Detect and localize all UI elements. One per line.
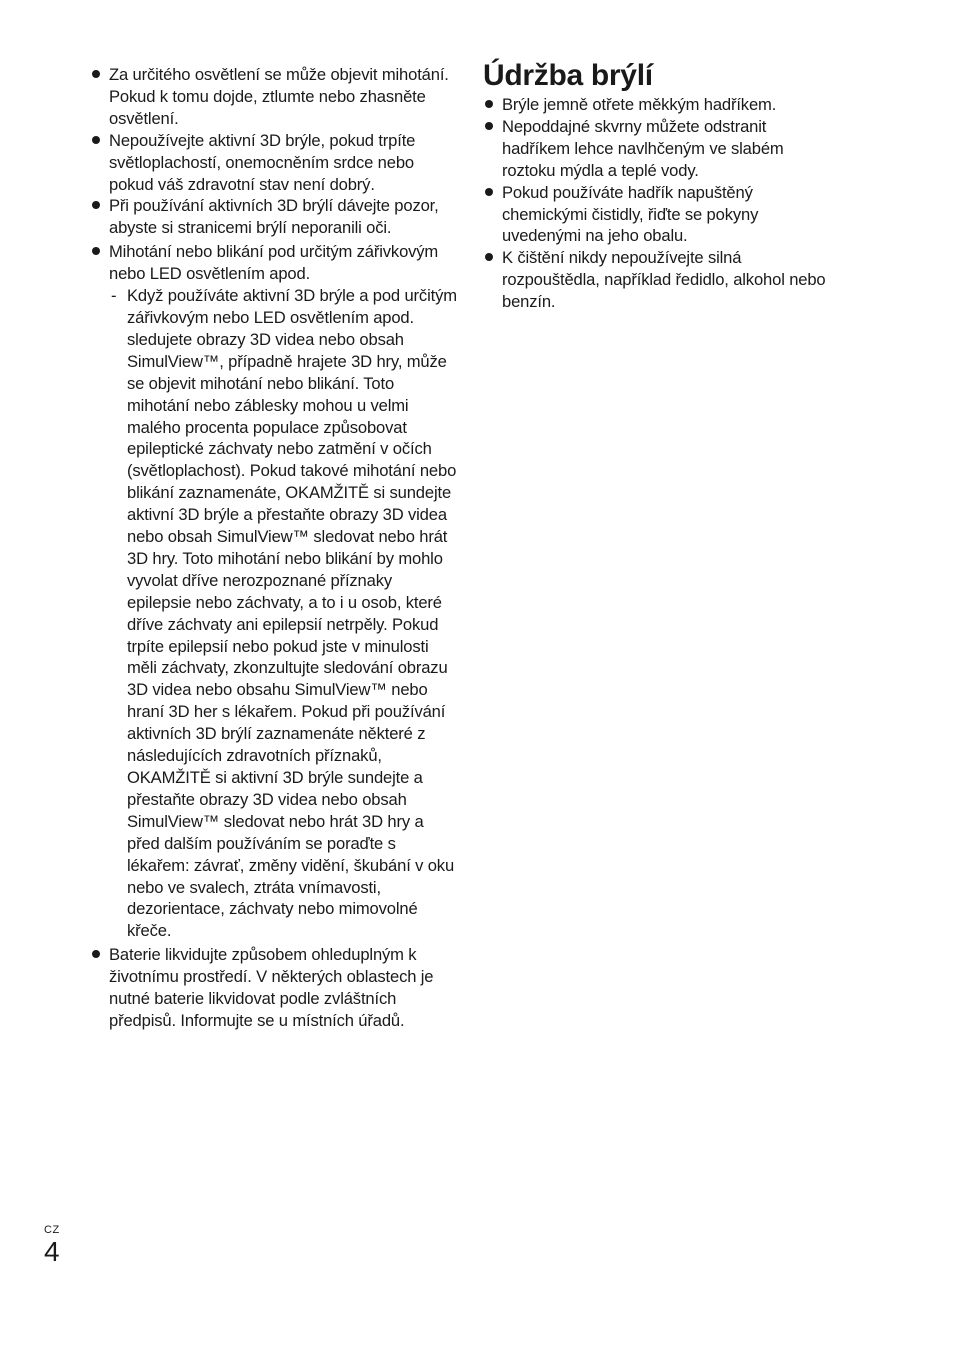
list-item-text: Nepoužívejte aktivní 3D brýle, pokud trpíte světloplachostí, onemocněním srdce nebo pokud váš zdravotní stav není dobrý. — [109, 130, 416, 194]
list-item — [483, 116, 828, 182]
list-item-text: Nepoddajné skvrny můžete odstranit hadříkem lehce navlhčeným ve slabém roztoku mýdla a teplé vody. — [502, 116, 784, 180]
care-bullet-list — [483, 94, 828, 313]
list-item-text: Brýle jemně otřete měkkým hadříkem. — [502, 95, 777, 114]
list-item-text: Baterie likvidujte způsobem ohleduplným k životnímu prostředí. V některých oblastech je nutné baterie likvidovat podle zvláštních předpisů. Informujte se u místních úřadů. — [109, 945, 434, 1030]
list-item-text: Pokud používáte hadřík napuštěný chemickými čistidly, řiďte se pokyny uvedenými na jeho obalu. — [502, 182, 759, 246]
list-item-text: Při používání aktivních 3D brýlí dávejte pozor, abyste si stranicemi brýlí neporanili oči. — [109, 196, 439, 238]
sub-list-item-text: Když používáte aktivní 3D brýle a pod určitým zářivkovým nebo LED osvětlením apod. sledujete obrazy 3D videa nebo obsah SimulView™, případně hrajete 3D hry, může se objevit mihotání nebo blikání. Toto mihotání nebo záblesky mohou u velmi malého procenta populace způsobovat epileptické záchvaty nebo zatmění v očích (světloplachost). Pokud takové mihotání nebo blikání zaznamenáte, OKAMŽITĚ si sundejte aktivní 3D brýle a přestaňte obrazy 3D videa nebo obsah SimulView™ sledovat nebo hrát 3D hry. Toto mihotání nebo blikání by mohlo vyvolat dříve nerozpoznané příznaky epilepsie nebo záchvaty, a to i u osob, které dříve záchvaty ani epilepsií netrpěly. Pokud trpíte epilepsií nebo pokud jste v minulosti měli záchvaty, zkonzultujte sledování obrazu 3D videa nebo obsahu SimulView™ nebo hraní 3D her s lékařem. Pokud při používání aktivních 3D brýlí zaznamenáte některé z následujících zdravotních příznaků, OKAMŽITĚ si aktivní 3D brýle sundejte a přestaňte obrazy 3D videa nebo obsah SimulView™ sledovat nebo hrát 3D hry a před dalším používáním se poraďte s lékařem: závrať, změny vidění, škubání v oku nebo ve svalech, ztráta vnímavosti, dezorientace, záchvaty nebo mimovolné křeče. — [127, 286, 457, 941]
page-number: 4 — [44, 1236, 60, 1267]
left-column — [90, 64, 458, 1032]
list-item-text: Za určitého osvětlení se může objevit mihotání. Pokud k tomu dojde, ztlumte nebo zhasněte osvětlení. — [109, 65, 449, 128]
list-item — [90, 195, 458, 239]
page-footer — [44, 1224, 60, 1267]
list-item — [90, 130, 458, 196]
right-column — [483, 58, 828, 313]
list-item — [90, 64, 458, 130]
list-item-text: K čištění nikdy nepoužívejte silná rozpouštědla, například ředidlo, alkohol nebo benzín. — [502, 248, 826, 312]
list-item — [483, 247, 828, 313]
list-item — [483, 94, 828, 116]
list-item — [90, 944, 458, 1032]
safety-bullet-list — [90, 64, 458, 1032]
sub-list — [109, 285, 458, 942]
list-item-text: Mihotání nebo blikání pod určitým zářivkovým nebo LED osvětlením apod. — [109, 242, 439, 284]
list-item — [483, 182, 828, 248]
list-item — [90, 241, 458, 942]
language-code: CZ — [44, 1224, 60, 1236]
sub-list-item — [109, 285, 458, 942]
section-heading: Údržba brýlí — [483, 59, 653, 92]
